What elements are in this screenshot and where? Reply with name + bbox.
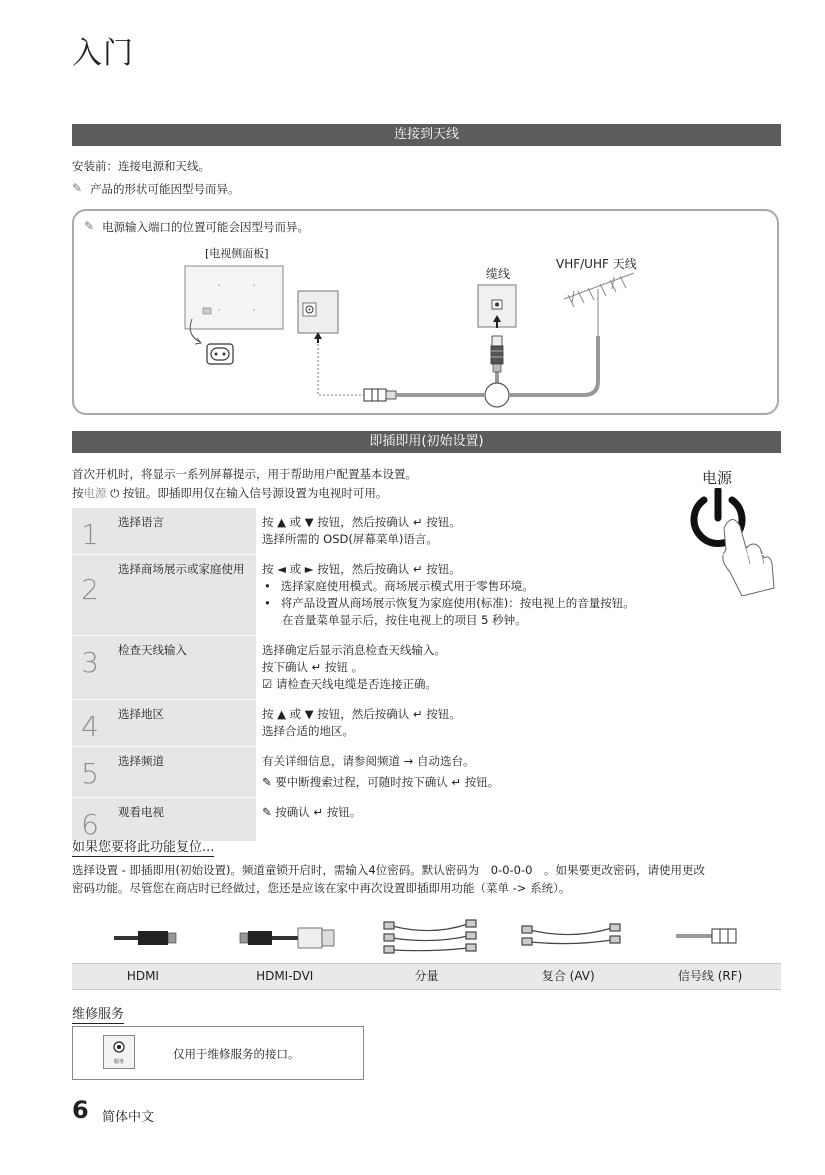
antenna-label: VHF/UHF 天线 xyxy=(556,257,637,271)
antenna-note xyxy=(72,181,240,197)
rf-cable-icon xyxy=(676,929,736,943)
antenna-note-text: 产品的形状可能因型号而异。 xyxy=(90,182,240,196)
hdmi-cable-icon xyxy=(114,931,176,945)
vhf-uhf-antenna-icon xyxy=(564,273,634,336)
pencil-note-icon: ✎ xyxy=(72,181,83,195)
step-row xyxy=(72,508,780,555)
step-name: 选择商场展示或家庭使用 xyxy=(108,555,256,636)
component-cable-icon xyxy=(384,920,476,953)
antenna-intro: 安装前：连接电源和天线。 xyxy=(72,159,210,173)
cable-label-component: 分量 xyxy=(414,969,439,983)
cable-labels xyxy=(72,963,781,990)
page-number: 6 xyxy=(72,1096,89,1124)
power-label: 电源 xyxy=(702,469,733,487)
antenna-diagram xyxy=(72,209,779,415)
step-description: 按 ▲ 或 ▼ 按钮，然后按确认 ↵ 按钮。 选择所需的 OSD(屏幕菜单)语言。 xyxy=(262,515,461,546)
cable-illustrations xyxy=(72,914,781,960)
reset-line2: 密码功能。尽管您在商店时已经做过，您还是应该在家中再次设置即插即用功能（菜单 -> 系统）。 xyxy=(72,881,571,895)
service-title: 维修服务 xyxy=(72,1003,124,1024)
step-description: 按 ◄ 或 ► 按钮，然后按确认 ↵ 按钮。 • 选择家庭使用模式。商场展示模式用于零售环境。 • 将产品设置从商场展示恢复为家庭使用(标准)：按电视上的音量按钮。 在音量菜单显示后，按住电视上的项目 5 秒钟。 xyxy=(262,562,635,627)
step-name: 检查天线输入 xyxy=(108,636,256,700)
composite-av-cable-icon xyxy=(522,924,620,945)
step-row xyxy=(72,636,780,700)
step-number: 5 xyxy=(72,747,108,798)
diagram-note-text: 电源输入端口的位置可能会因型号而异。 xyxy=(102,220,310,234)
page-language: 简体中文 xyxy=(102,1110,155,1125)
reset-title: 如果您要将此功能复位... xyxy=(72,836,214,857)
step-row xyxy=(72,555,780,636)
step-description: 选择确定后显示消息检查天线输入。 按下确认 ↵ 按钮 。 ☑ 请检查天线电缆是否连接正确。 xyxy=(262,643,446,691)
plug-and-play-steps xyxy=(72,508,780,842)
step-description: ✎ 按确认 ↵ 按钮。 xyxy=(262,805,362,819)
pencil-note-icon: ✎ xyxy=(84,219,95,233)
step-number: 3 xyxy=(72,636,108,700)
tv-panel xyxy=(185,266,283,329)
step-name: 选择语言 xyxy=(108,508,256,555)
step-description: 按 ▲ 或 ▼ 按钮，然后按确认 ↵ 按钮。 选择合适的地区。 xyxy=(262,707,461,738)
ant-in-port-icon xyxy=(298,291,338,333)
cable-label-rf: 信号线 (RF) xyxy=(677,969,743,983)
note-icon: ☑ xyxy=(262,677,276,691)
section-heading-plug-and-play: 即插即用(初始设置) xyxy=(72,431,781,453)
power-socket-icon xyxy=(207,344,233,364)
plug-intro-line2: 按电源 ⏻ 按钮。即插即用仅在输入信号源设置为电视时可用。 xyxy=(72,486,388,500)
power-word: 电源 xyxy=(83,486,107,500)
service-box xyxy=(72,1026,364,1080)
cable-label-hdmi-dvi: HDMI-DVI xyxy=(256,969,314,983)
step-row xyxy=(72,798,780,842)
plug-intro-line1: 首次开机时，将显示一系列屏幕提示，用于帮助用户配置基本设置。 xyxy=(72,467,417,481)
reset-line1: 选择设置 - 即插即用(初始设置)。频道童锁开启时，需输入4位密码。默认密码为 0-0-0-0 。如果要更改密码，请使用更改 xyxy=(72,863,705,877)
coax-connector-icon xyxy=(491,336,503,372)
pencil-note-icon: ✎ xyxy=(262,775,276,789)
step-number: 6 xyxy=(72,798,108,842)
step-number: 4 xyxy=(72,700,108,747)
step-name: 观看电视 xyxy=(108,798,256,842)
power-icon: ⏻ xyxy=(110,486,120,500)
tv-panel-label: [电视侧面板] xyxy=(205,247,269,260)
diagram-graphics xyxy=(74,211,779,415)
service-text: 仅用于维修服务的接口。 xyxy=(173,1047,300,1061)
step-row xyxy=(72,700,780,747)
pencil-note-icon: ✎ xyxy=(262,805,276,819)
cable-label: 缆线 xyxy=(486,267,511,281)
service-port-label: 服务 xyxy=(113,1059,124,1065)
step-name: 选择频道 xyxy=(108,747,256,798)
cable-label-hdmi: HDMI xyxy=(126,969,159,983)
service-port-icon xyxy=(103,1035,135,1069)
rf-connector-icon xyxy=(364,389,396,401)
step-description: 有关详细信息，请参阅频道 → 自动选台。 ✎ 要中断搜索过程，可随时按下确认 ↵ 按钮。 xyxy=(262,754,500,789)
section-heading-antenna: 连接到天线 xyxy=(72,124,781,146)
step-name: 选择地区 xyxy=(108,700,256,747)
hdmi-dvi-cable-icon xyxy=(240,928,334,948)
step-number: 2 xyxy=(72,555,108,636)
page-title: 入门 xyxy=(72,36,134,71)
step-row xyxy=(72,747,780,798)
cable-label-composite: 复合 (AV) xyxy=(541,969,595,983)
step-number: 1 xyxy=(72,508,108,555)
or-circle xyxy=(485,383,509,407)
